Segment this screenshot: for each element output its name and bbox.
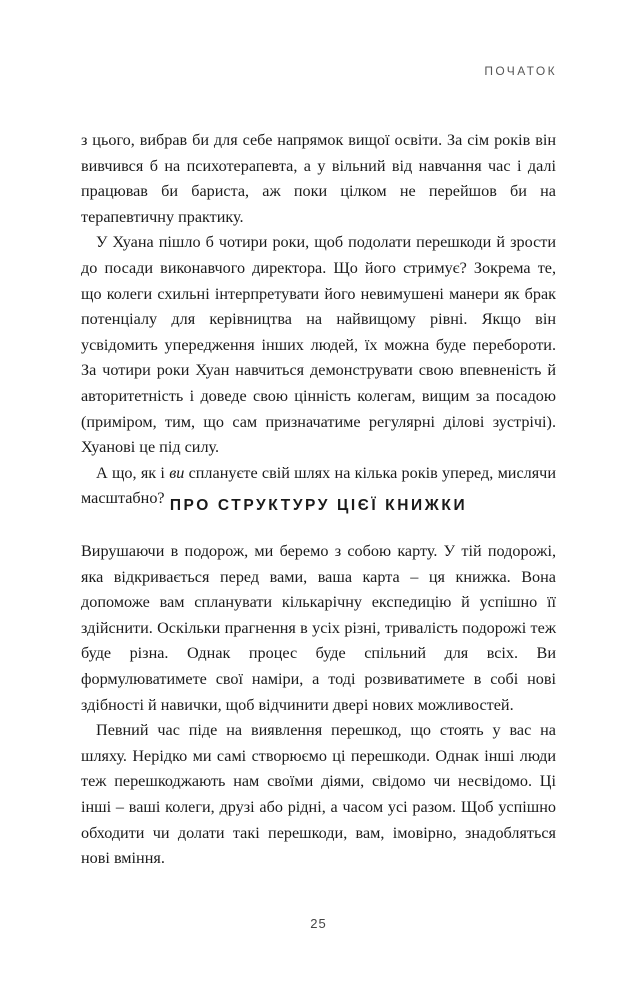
emphasis-text: ви	[169, 463, 185, 482]
section-heading: ПРО СТРУКТУРУ ЦІЄЇ КНИЖКИ	[169, 497, 468, 514]
paragraph-text: сплануєте свій шлях на кілька років уперед, мислячи масштабно?	[81, 463, 556, 508]
running-head: ПОЧАТОК	[484, 64, 557, 78]
paragraph: Вирушаючи в подорож, ми беремо з собою карту. У тій подорожі, яка відкривається перед вами, ваша карта – ця книжка. Вона допоможе вам спланувати кількарічну експедицію й успішно її здійснити. Оскільки прагнення в усіх різні, тривалість подорожі теж буде різна. Однак процес буде спільний для всіх. Ви формулюватимете свої наміри, а тоді розвиватимете в собі нові здібності й навички, щоб відчинити двері нових можливостей.	[81, 542, 556, 714]
paragraph: з цього, вибрав би для себе напрямок вищої освіти. За сім років він вивчився б на психотерапевта, а у вільний від навчання час і далі працював би бариста, аж поки цілком не перейшов би на терапевтичну практику.	[81, 131, 556, 226]
body-text-top	[81, 128, 556, 512]
paragraph-text: А що, як і	[96, 463, 170, 482]
paragraph: У Хуана пішло б чотири роки, щоб подолати перешкоди й зрости до посади виконавчого директора. Що його стримує? Зокрема те, що колеги схильні інтерпретувати його невимушені манери як брак потенціалу для керівництва на найвищому рівні. Якщо він усвідомить упередження інших людей, їх можна буде перебороти. За чотири роки Хуан навчиться демонструвати свою впевненість й авторитетність і доведе свою цінність колегам, вищим за посадою (приміром, тим, що сам призначатиме регулярні ділові зустрічі). Хуанові це під силу.	[81, 233, 556, 457]
body-text-bottom	[81, 539, 556, 872]
paragraph: Певний час піде на виявлення перешкод, що стоять у вас на шляху. Нерідко ми самі створюємо ці перешкоди. Однак інші люди теж перешкоджають нам своїми діями, свідомо чи несвідомо. Ці інші – ваші колеги, друзі або рідні, а часом усі разом. Щоб успішно обходити чи долати такі перешкоди, вам, імовірно, знадобляться нові вміння.	[81, 721, 556, 868]
page-number: 25	[310, 916, 327, 931]
